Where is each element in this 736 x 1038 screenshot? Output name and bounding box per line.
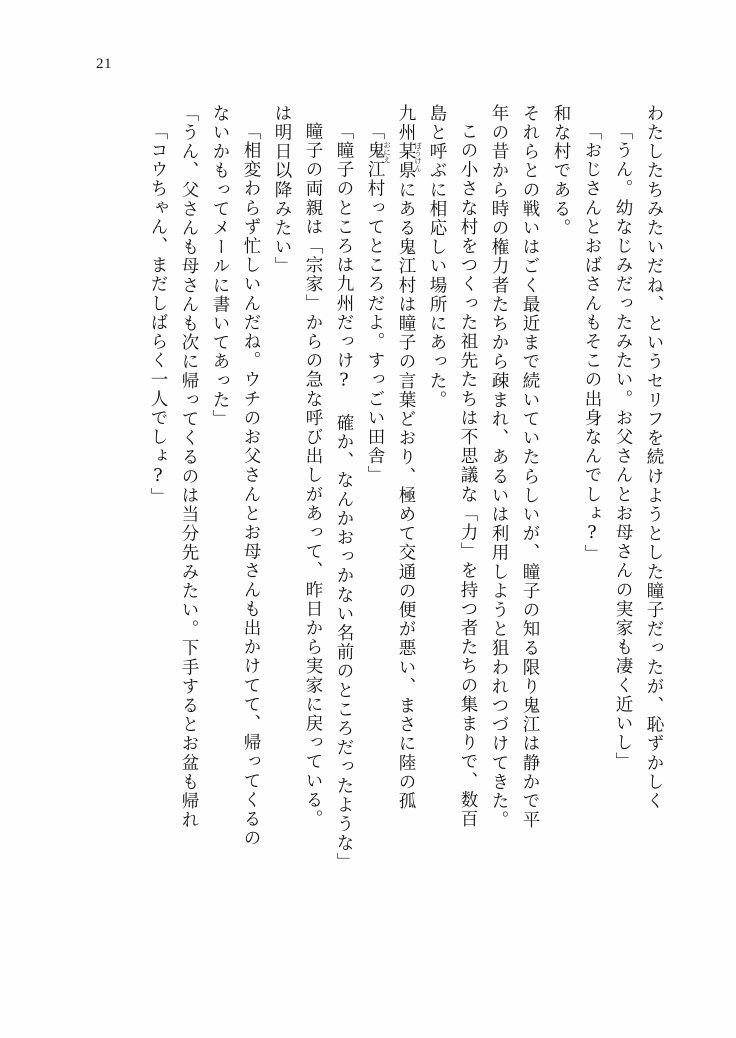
text-column: 「コウちゃん、まだしばらく一人でしょ?」 (148, 122, 168, 507)
text-column: 「うん。幼なじみだったみたい。お父さんとお母さんの実家も凄く近いし」 (613, 122, 633, 772)
vertical-body-text (135, 104, 662, 964)
text-column: 和な村である。 (551, 104, 571, 238)
ruby-reading: ぼうけん (413, 142, 423, 173)
ruby-reading: おにえ (382, 141, 392, 164)
ruby-base: 鬼江 (365, 141, 385, 180)
page-number: 21 (96, 56, 112, 72)
text-column: 九州某 ぼうけん 県にある鬼江村は瞳子の言葉どおり、極めて交通の便が悪い、まさに陸の孤 (396, 104, 423, 811)
text-column: 「鬼江 おにえ 村ってところだよ。すっごい田舎」 (365, 122, 392, 485)
text-column: この小さな村をつくった祖先たちは不思議な「力」を持つ者たちの集まりで、数百 (458, 122, 478, 829)
text-column: 「瞳子のところは九州だっけ? 確か、なんかおっかない名前のところだったような」 (334, 122, 354, 872)
text-column: は明日以降みたい」 (272, 104, 292, 276)
ruby-group (396, 142, 423, 173)
ruby-group (365, 141, 392, 180)
text-column: ないかもってメールに書いてあった」 (210, 104, 230, 429)
text-column: 「相変わらず忙しいんだね。ウチのお父さんとお母さんも出かけてて、帰ってくるの (241, 122, 261, 848)
text-column: 瞳子の両親は「宗家」からの急な呼び出しがあって、昨日から実家に戻っている。 (303, 122, 323, 829)
text-column: 「うん、父さんも母さんも次に帰ってくるのは当分先みたい。下手するとお盆も帰れ (179, 104, 199, 830)
text-column: わたしたちみたいだね、というセリフを続けようとした瞳子だったが、恥ずかしく (644, 104, 664, 811)
ruby-base: 某 (396, 142, 416, 162)
text-column: それらとの戦いはごく最近まで続いていたらしいが、瞳子の知る限り鬼江は静かで平 (520, 104, 540, 830)
text-column: 「おじさんとおばさんもそこの出身なんでしょ?」 (582, 122, 602, 564)
text-column: 年の昔から時の権力者たちから疎まれ、あるいは利用しようと狙われつづけてきた。 (489, 104, 509, 830)
text-column: 島と呼ぶに相応しい場所にあった。 (427, 104, 447, 410)
